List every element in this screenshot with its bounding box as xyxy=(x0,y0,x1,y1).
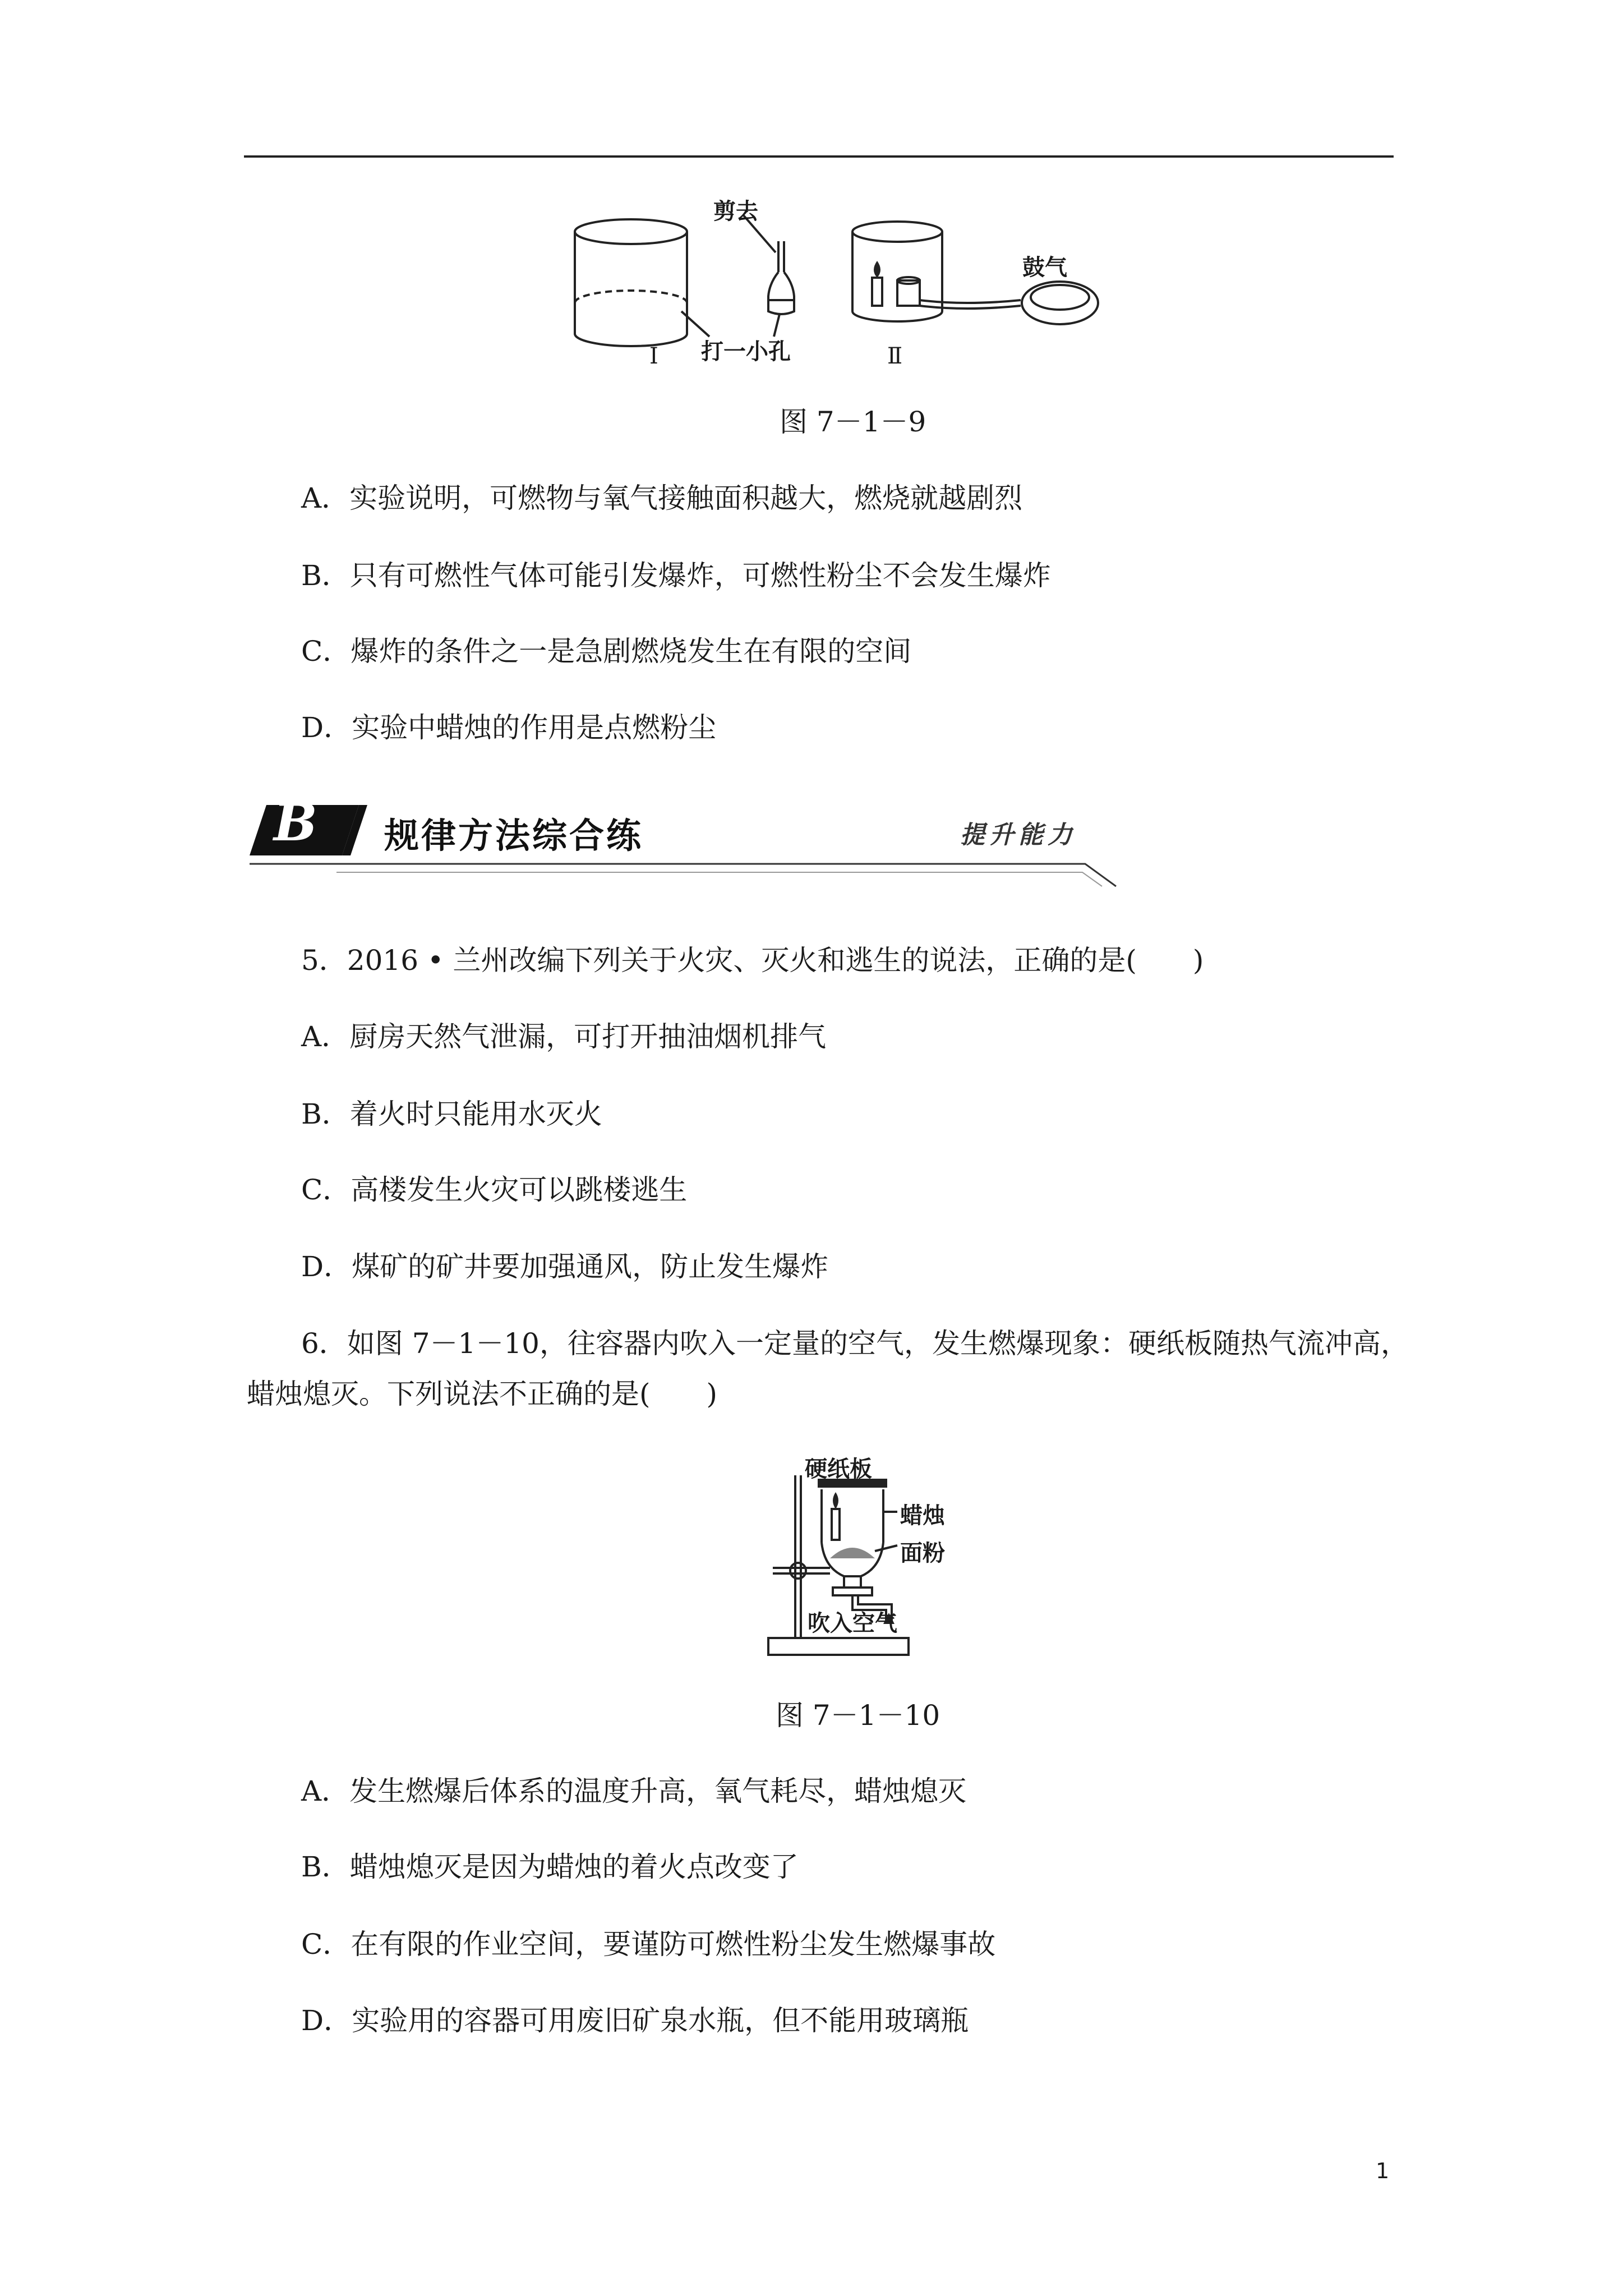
q5-stem: 5．2016 • 兰州改编下列关于火灾、灭火和逃生的说法，正确的是( ) xyxy=(301,944,1204,977)
q6-stem-line2: 蜡烛熄灭。下列说法不正确的是( ) xyxy=(247,1378,718,1410)
banner-subtitle: 提升能力 xyxy=(960,821,1077,849)
q6-option-a: A．发生燃爆后体系的温度升高，氧气耗尽，蜡烛熄灭 xyxy=(301,1775,967,1807)
banner-shape xyxy=(0,785,1623,898)
label-roman-2: Ⅱ xyxy=(887,343,903,369)
label-blow: 鼓气 xyxy=(1022,255,1067,280)
figure-caption-7-1-9: 图 7－1－9 xyxy=(780,406,926,438)
label-cut: 剪去 xyxy=(713,199,758,224)
banner-badge: B xyxy=(274,792,317,853)
q4-option-c: C．爆炸的条件之一是急剧燃烧发生在有限的空间 xyxy=(301,635,912,668)
page-number: 1 xyxy=(1376,2159,1390,2183)
q4-option-a: A．实验说明，可燃物与氧气接触面积越大，燃烧就越剧烈 xyxy=(301,482,1023,514)
q6-option-b: B．蜡烛熄灭是因为蜡烛的着火点改变了 xyxy=(301,1851,799,1883)
label-candle: 蜡烛 xyxy=(900,1503,945,1529)
figure-caption-7-1-10: 图 7－1－10 xyxy=(776,1699,940,1732)
banner-title: 规律方法综合练 xyxy=(384,815,644,856)
label-roman-1: Ⅰ xyxy=(649,343,658,369)
label-hole: 打一小孔 xyxy=(701,339,791,365)
q4-option-d: D．实验中蜡烛的作用是点燃粉尘 xyxy=(301,711,717,744)
q5-option-a: A．厨房天然气泄漏，可打开抽油烟机排气 xyxy=(301,1020,827,1053)
q4-option-b: B．只有可燃性气体可能引发爆炸，可燃性粉尘不会发生爆炸 xyxy=(301,559,1051,592)
q6-option-d: D．实验用的容器可用废旧矿泉水瓶，但不能用玻璃瓶 xyxy=(301,2004,969,2037)
q5-option-d: D．煤矿的矿井要加强通风，防止发生爆炸 xyxy=(301,1250,829,1283)
label-board: 硬纸板 xyxy=(805,1456,872,1482)
label-air: 吹入空气 xyxy=(808,1611,897,1636)
q6-option-c: C．在有限的作业空间，要谨防可燃性粉尘发生燃爆事故 xyxy=(301,1928,996,1961)
q5-option-c: C．高楼发生火灾可以跳楼逃生 xyxy=(301,1174,688,1206)
q6-stem-line1: 6．如图 7－1－10，往容器内吹入一定量的空气，发生燃爆现象：硬纸板随热气流冲高， xyxy=(301,1327,1409,1360)
q5-option-b: B．着火时只能用水灭火 xyxy=(301,1098,602,1130)
label-flour: 面粉 xyxy=(900,1540,945,1566)
figure-7-1-9-drawing xyxy=(0,0,1623,393)
